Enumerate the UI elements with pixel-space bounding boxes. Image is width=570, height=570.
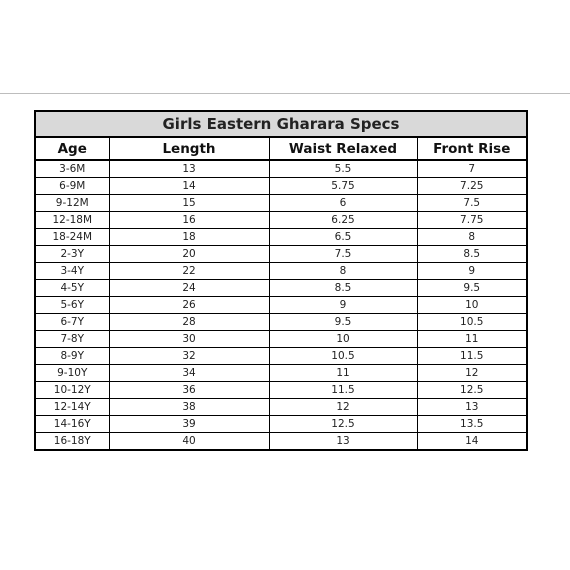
waist-relaxed-cell: 5.75 (269, 178, 417, 195)
front-rise-cell: 11.5 (417, 348, 527, 365)
size-spec-table (34, 110, 528, 451)
header-waist-relaxed: Waist Relaxed (269, 137, 417, 160)
table-row (35, 399, 527, 416)
front-rise-cell: 10 (417, 297, 527, 314)
front-rise-cell: 9.5 (417, 280, 527, 297)
header-length: Length (109, 137, 269, 160)
length-cell: 40 (109, 433, 269, 451)
age-cell: 5-6Y (35, 297, 109, 314)
front-rise-cell: 7.75 (417, 212, 527, 229)
waist-relaxed-cell: 11.5 (269, 382, 417, 399)
table-title: Girls Eastern Gharara Specs (35, 111, 527, 137)
age-cell: 6-7Y (35, 314, 109, 331)
length-cell: 24 (109, 280, 269, 297)
table-row (35, 331, 527, 348)
length-cell: 20 (109, 246, 269, 263)
title-row (35, 111, 527, 137)
waist-relaxed-cell: 8 (269, 263, 417, 280)
waist-relaxed-cell: 10.5 (269, 348, 417, 365)
length-cell: 34 (109, 365, 269, 382)
table-row (35, 382, 527, 399)
length-cell: 14 (109, 178, 269, 195)
table-row (35, 416, 527, 433)
table-row (35, 212, 527, 229)
front-rise-cell: 12 (417, 365, 527, 382)
table-row (35, 160, 527, 178)
length-cell: 22 (109, 263, 269, 280)
age-cell: 18-24M (35, 229, 109, 246)
waist-relaxed-cell: 10 (269, 331, 417, 348)
waist-relaxed-cell: 6.5 (269, 229, 417, 246)
table-row (35, 263, 527, 280)
length-cell: 30 (109, 331, 269, 348)
age-cell: 3-4Y (35, 263, 109, 280)
length-cell: 13 (109, 160, 269, 178)
waist-relaxed-cell: 9 (269, 297, 417, 314)
front-rise-cell: 9 (417, 263, 527, 280)
header-row (35, 137, 527, 160)
front-rise-cell: 8.5 (417, 246, 527, 263)
table-row (35, 365, 527, 382)
table-row (35, 433, 527, 451)
front-rise-cell: 7.5 (417, 195, 527, 212)
age-cell: 12-14Y (35, 399, 109, 416)
length-cell: 15 (109, 195, 269, 212)
front-rise-cell: 11 (417, 331, 527, 348)
age-cell: 16-18Y (35, 433, 109, 451)
table-row (35, 195, 527, 212)
front-rise-cell: 14 (417, 433, 527, 451)
age-cell: 6-9M (35, 178, 109, 195)
front-rise-cell: 8 (417, 229, 527, 246)
table-row (35, 229, 527, 246)
table-row (35, 348, 527, 365)
front-rise-cell: 13.5 (417, 416, 527, 433)
header-front-rise: Front Rise (417, 137, 527, 160)
waist-relaxed-cell: 9.5 (269, 314, 417, 331)
age-cell: 10-12Y (35, 382, 109, 399)
front-rise-cell: 13 (417, 399, 527, 416)
table-body (35, 160, 527, 450)
top-divider-line (0, 93, 570, 94)
length-cell: 38 (109, 399, 269, 416)
waist-relaxed-cell: 5.5 (269, 160, 417, 178)
table-row (35, 246, 527, 263)
length-cell: 39 (109, 416, 269, 433)
age-cell: 9-12M (35, 195, 109, 212)
length-cell: 28 (109, 314, 269, 331)
front-rise-cell: 7.25 (417, 178, 527, 195)
age-cell: 9-10Y (35, 365, 109, 382)
header-age: Age (35, 137, 109, 160)
age-cell: 7-8Y (35, 331, 109, 348)
waist-relaxed-cell: 11 (269, 365, 417, 382)
table-row (35, 314, 527, 331)
waist-relaxed-cell: 12.5 (269, 416, 417, 433)
length-cell: 26 (109, 297, 269, 314)
waist-relaxed-cell: 13 (269, 433, 417, 451)
age-cell: 3-6M (35, 160, 109, 178)
table-row (35, 297, 527, 314)
age-cell: 2-3Y (35, 246, 109, 263)
table-row (35, 280, 527, 297)
length-cell: 16 (109, 212, 269, 229)
age-cell: 4-5Y (35, 280, 109, 297)
age-cell: 14-16Y (35, 416, 109, 433)
waist-relaxed-cell: 12 (269, 399, 417, 416)
waist-relaxed-cell: 6 (269, 195, 417, 212)
length-cell: 32 (109, 348, 269, 365)
table-row (35, 178, 527, 195)
front-rise-cell: 7 (417, 160, 527, 178)
age-cell: 8-9Y (35, 348, 109, 365)
waist-relaxed-cell: 7.5 (269, 246, 417, 263)
front-rise-cell: 10.5 (417, 314, 527, 331)
length-cell: 18 (109, 229, 269, 246)
length-cell: 36 (109, 382, 269, 399)
front-rise-cell: 12.5 (417, 382, 527, 399)
waist-relaxed-cell: 6.25 (269, 212, 417, 229)
waist-relaxed-cell: 8.5 (269, 280, 417, 297)
age-cell: 12-18M (35, 212, 109, 229)
